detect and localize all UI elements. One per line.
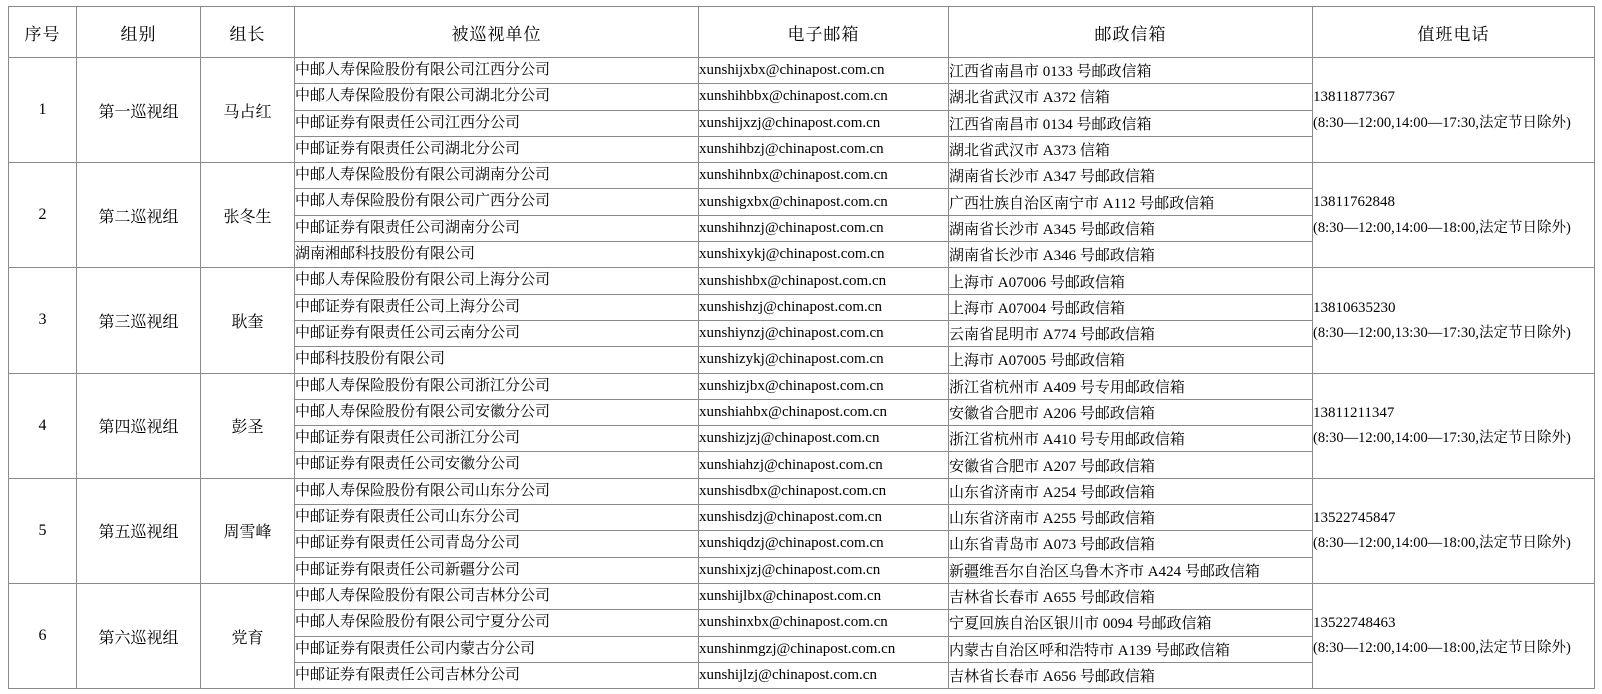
cell-post-office-box: 上海市 A07004 号邮政信箱 — [949, 294, 1313, 320]
cell-email-address: xunshixykj@chinapost.com.cn — [699, 242, 949, 268]
cell-inspected-unit: 中邮证券有限责任公司湖北分公司 — [295, 136, 699, 162]
column-header-pobox: 邮政信箱 — [949, 7, 1313, 58]
cell-group-name: 第五巡视组 — [77, 478, 201, 583]
cell-inspected-unit: 中邮证券有限责任公司浙江分公司 — [295, 426, 699, 452]
duty-phone-hours: (8:30—12:00,14:00—17:30,法定节日除外) — [1313, 430, 1571, 447]
cell-email-address: xunshizjbx@chinapost.com.cn — [699, 373, 949, 399]
duty-phone-hours: (8:30—12:00,14:00—17:30,法定节日除外) — [1313, 114, 1571, 131]
cell-inspected-unit: 中邮人寿保险股份有限公司上海分公司 — [295, 268, 699, 294]
duty-phone-hours: (8:30—12:00,14:00—18:00,法定节日除外) — [1313, 535, 1571, 552]
table-row — [9, 268, 1595, 294]
duty-phone-hours: (8:30—12:00,14:00—18:00,法定节日除外) — [1313, 219, 1571, 236]
cell-duty-phone — [1313, 478, 1595, 583]
cell-email-address: xunshigxbx@chinapost.com.cn — [699, 189, 949, 215]
cell-group-leader: 党育 — [201, 583, 295, 688]
cell-inspected-unit: 中邮人寿保险股份有限公司湖南分公司 — [295, 163, 699, 189]
cell-inspected-unit: 中邮证券有限责任公司湖南分公司 — [295, 215, 699, 241]
cell-email-address: xunshihbzj@chinapost.com.cn — [699, 136, 949, 162]
column-header-unit: 被巡视单位 — [295, 7, 699, 58]
cell-email-address: xunshinxbx@chinapost.com.cn — [699, 610, 949, 636]
column-header-no: 序号 — [9, 7, 77, 58]
cell-duty-phone — [1313, 268, 1595, 373]
cell-inspected-unit: 中邮人寿保险股份有限公司广西分公司 — [295, 189, 699, 215]
cell-inspected-unit: 中邮证券有限责任公司内蒙古分公司 — [295, 636, 699, 662]
cell-inspected-unit: 中邮人寿保险股份有限公司浙江分公司 — [295, 373, 699, 399]
cell-post-office-box: 湖南省长沙市 A346 号邮政信箱 — [949, 242, 1313, 268]
cell-email-address: xunshijxbx@chinapost.com.cn — [699, 58, 949, 84]
cell-email-address: xunshihnbx@chinapost.com.cn — [699, 163, 949, 189]
cell-duty-phone — [1313, 58, 1595, 163]
cell-group-leader: 彭圣 — [201, 373, 295, 478]
cell-email-address: xunshisdbx@chinapost.com.cn — [699, 478, 949, 504]
cell-group-leader: 张冬生 — [201, 163, 295, 268]
cell-post-office-box: 安徽省合肥市 A207 号邮政信箱 — [949, 452, 1313, 478]
cell-inspected-unit: 中邮证券有限责任公司山东分公司 — [295, 505, 699, 531]
duty-phone-number: 13522745847 — [1313, 510, 1396, 527]
duty-phone-number: 13811762848 — [1313, 194, 1395, 211]
table-header — [9, 7, 1595, 58]
cell-sequence-number: 5 — [9, 478, 77, 583]
cell-email-address: xunshiqdzj@chinapost.com.cn — [699, 531, 949, 557]
cell-post-office-box: 安徽省合肥市 A206 号邮政信箱 — [949, 399, 1313, 425]
duty-phone-hours: (8:30—12:00,14:00—18:00,法定节日除外) — [1313, 640, 1571, 657]
duty-phone-number: 13810635230 — [1313, 299, 1396, 316]
column-header-email: 电子邮箱 — [699, 7, 949, 58]
cell-group-name: 第四巡视组 — [77, 373, 201, 478]
cell-email-address: xunshijlzj@chinapost.com.cn — [699, 662, 949, 688]
cell-sequence-number: 4 — [9, 373, 77, 478]
cell-email-address: xunshijxzj@chinapost.com.cn — [699, 110, 949, 136]
cell-post-office-box: 浙江省杭州市 A410 号专用邮政信箱 — [949, 426, 1313, 452]
cell-group-leader: 马占红 — [201, 58, 295, 163]
cell-email-address: xunshizykj@chinapost.com.cn — [699, 347, 949, 373]
cell-inspected-unit: 中邮人寿保险股份有限公司江西分公司 — [295, 58, 699, 84]
cell-post-office-box: 浙江省杭州市 A409 号专用邮政信箱 — [949, 373, 1313, 399]
cell-post-office-box: 宁夏回族自治区银川市 0094 号邮政信箱 — [949, 610, 1313, 636]
cell-email-address: xunshixjzj@chinapost.com.cn — [699, 557, 949, 583]
cell-post-office-box: 吉林省长春市 A655 号邮政信箱 — [949, 583, 1313, 609]
cell-post-office-box: 山东省青岛市 A073 号邮政信箱 — [949, 531, 1313, 557]
cell-post-office-box: 山东省济南市 A254 号邮政信箱 — [949, 478, 1313, 504]
cell-duty-phone — [1313, 583, 1595, 688]
cell-post-office-box: 山东省济南市 A255 号邮政信箱 — [949, 505, 1313, 531]
cell-email-address: xunshihbbx@chinapost.com.cn — [699, 84, 949, 110]
table-row — [9, 163, 1595, 189]
cell-email-address: xunshijlbx@chinapost.com.cn — [699, 583, 949, 609]
cell-group-leader: 耿奎 — [201, 268, 295, 373]
cell-inspected-unit: 中邮证券有限责任公司吉林分公司 — [295, 662, 699, 688]
cell-email-address: xunshihnzj@chinapost.com.cn — [699, 215, 949, 241]
table-row — [9, 373, 1595, 399]
duty-phone-number: 13522748463 — [1313, 615, 1396, 632]
cell-sequence-number: 2 — [9, 163, 77, 268]
cell-sequence-number: 3 — [9, 268, 77, 373]
cell-inspected-unit: 中邮科技股份有限公司 — [295, 347, 699, 373]
duty-phone-number: 13811877367 — [1313, 89, 1395, 106]
table-row — [9, 58, 1595, 84]
cell-duty-phone — [1313, 163, 1595, 268]
cell-inspected-unit: 中邮证券有限责任公司江西分公司 — [295, 110, 699, 136]
cell-post-office-box: 上海市 A07005 号邮政信箱 — [949, 347, 1313, 373]
cell-email-address: xunshinmgzj@chinapost.com.cn — [699, 636, 949, 662]
duty-phone-hours: (8:30—12:00,13:30—17:30,法定节日除外) — [1313, 324, 1571, 341]
column-header-leader: 组长 — [201, 7, 295, 58]
cell-email-address: xunshiynzj@chinapost.com.cn — [699, 320, 949, 346]
cell-group-leader: 周雪峰 — [201, 478, 295, 583]
cell-post-office-box: 上海市 A07006 号邮政信箱 — [949, 268, 1313, 294]
cell-email-address: xunshisdzj@chinapost.com.cn — [699, 505, 949, 531]
cell-inspected-unit: 中邮人寿保险股份有限公司宁夏分公司 — [295, 610, 699, 636]
cell-duty-phone — [1313, 373, 1595, 478]
duty-phone-number: 13811211347 — [1313, 404, 1395, 421]
cell-inspected-unit: 中邮证券有限责任公司安徽分公司 — [295, 452, 699, 478]
cell-group-name: 第三巡视组 — [77, 268, 201, 373]
cell-post-office-box: 新疆维吾尔自治区乌鲁木齐市 A424 号邮政信箱 — [949, 557, 1313, 583]
cell-inspected-unit: 中邮人寿保险股份有限公司山东分公司 — [295, 478, 699, 504]
cell-group-name: 第二巡视组 — [77, 163, 201, 268]
cell-post-office-box: 云南省昆明市 A774 号邮政信箱 — [949, 320, 1313, 346]
cell-post-office-box: 湖北省武汉市 A372 信箱 — [949, 84, 1313, 110]
cell-post-office-box: 江西省南昌市 0134 号邮政信箱 — [949, 110, 1313, 136]
cell-post-office-box: 内蒙古自治区呼和浩特市 A139 号邮政信箱 — [949, 636, 1313, 662]
cell-email-address: xunshizjzj@chinapost.com.cn — [699, 426, 949, 452]
cell-inspected-unit: 中邮证券有限责任公司云南分公司 — [295, 320, 699, 346]
cell-inspected-unit: 中邮证券有限责任公司新疆分公司 — [295, 557, 699, 583]
cell-email-address: xunshiahzj@chinapost.com.cn — [699, 452, 949, 478]
cell-inspected-unit: 湖南湘邮科技股份有限公司 — [295, 242, 699, 268]
cell-group-name: 第一巡视组 — [77, 58, 201, 163]
cell-inspected-unit: 中邮证券有限责任公司青岛分公司 — [295, 531, 699, 557]
column-header-group: 组别 — [77, 7, 201, 58]
table-row — [9, 478, 1595, 504]
cell-inspected-unit: 中邮证券有限责任公司上海分公司 — [295, 294, 699, 320]
inspection-groups-table — [8, 6, 1595, 689]
cell-email-address: xunshishbx@chinapost.com.cn — [699, 268, 949, 294]
cell-inspected-unit: 中邮人寿保险股份有限公司安徽分公司 — [295, 399, 699, 425]
cell-post-office-box: 湖南省长沙市 A347 号邮政信箱 — [949, 163, 1313, 189]
cell-email-address: xunshiahbx@chinapost.com.cn — [699, 399, 949, 425]
cell-email-address: xunshishzj@chinapost.com.cn — [699, 294, 949, 320]
cell-inspected-unit: 中邮人寿保险股份有限公司吉林分公司 — [295, 583, 699, 609]
cell-post-office-box: 广西壮族自治区南宁市 A112 号邮政信箱 — [949, 189, 1313, 215]
cell-sequence-number: 1 — [9, 58, 77, 163]
cell-inspected-unit: 中邮人寿保险股份有限公司湖北分公司 — [295, 84, 699, 110]
cell-post-office-box: 湖北省武汉市 A373 信箱 — [949, 136, 1313, 162]
cell-post-office-box: 吉林省长春市 A656 号邮政信箱 — [949, 662, 1313, 688]
table-body — [9, 58, 1595, 689]
cell-post-office-box: 江西省南昌市 0133 号邮政信箱 — [949, 58, 1313, 84]
table-header-row — [9, 7, 1595, 58]
cell-group-name: 第六巡视组 — [77, 583, 201, 688]
table-row — [9, 583, 1595, 609]
cell-post-office-box: 湖南省长沙市 A345 号邮政信箱 — [949, 215, 1313, 241]
cell-sequence-number: 6 — [9, 583, 77, 688]
column-header-phone: 值班电话 — [1313, 7, 1595, 58]
